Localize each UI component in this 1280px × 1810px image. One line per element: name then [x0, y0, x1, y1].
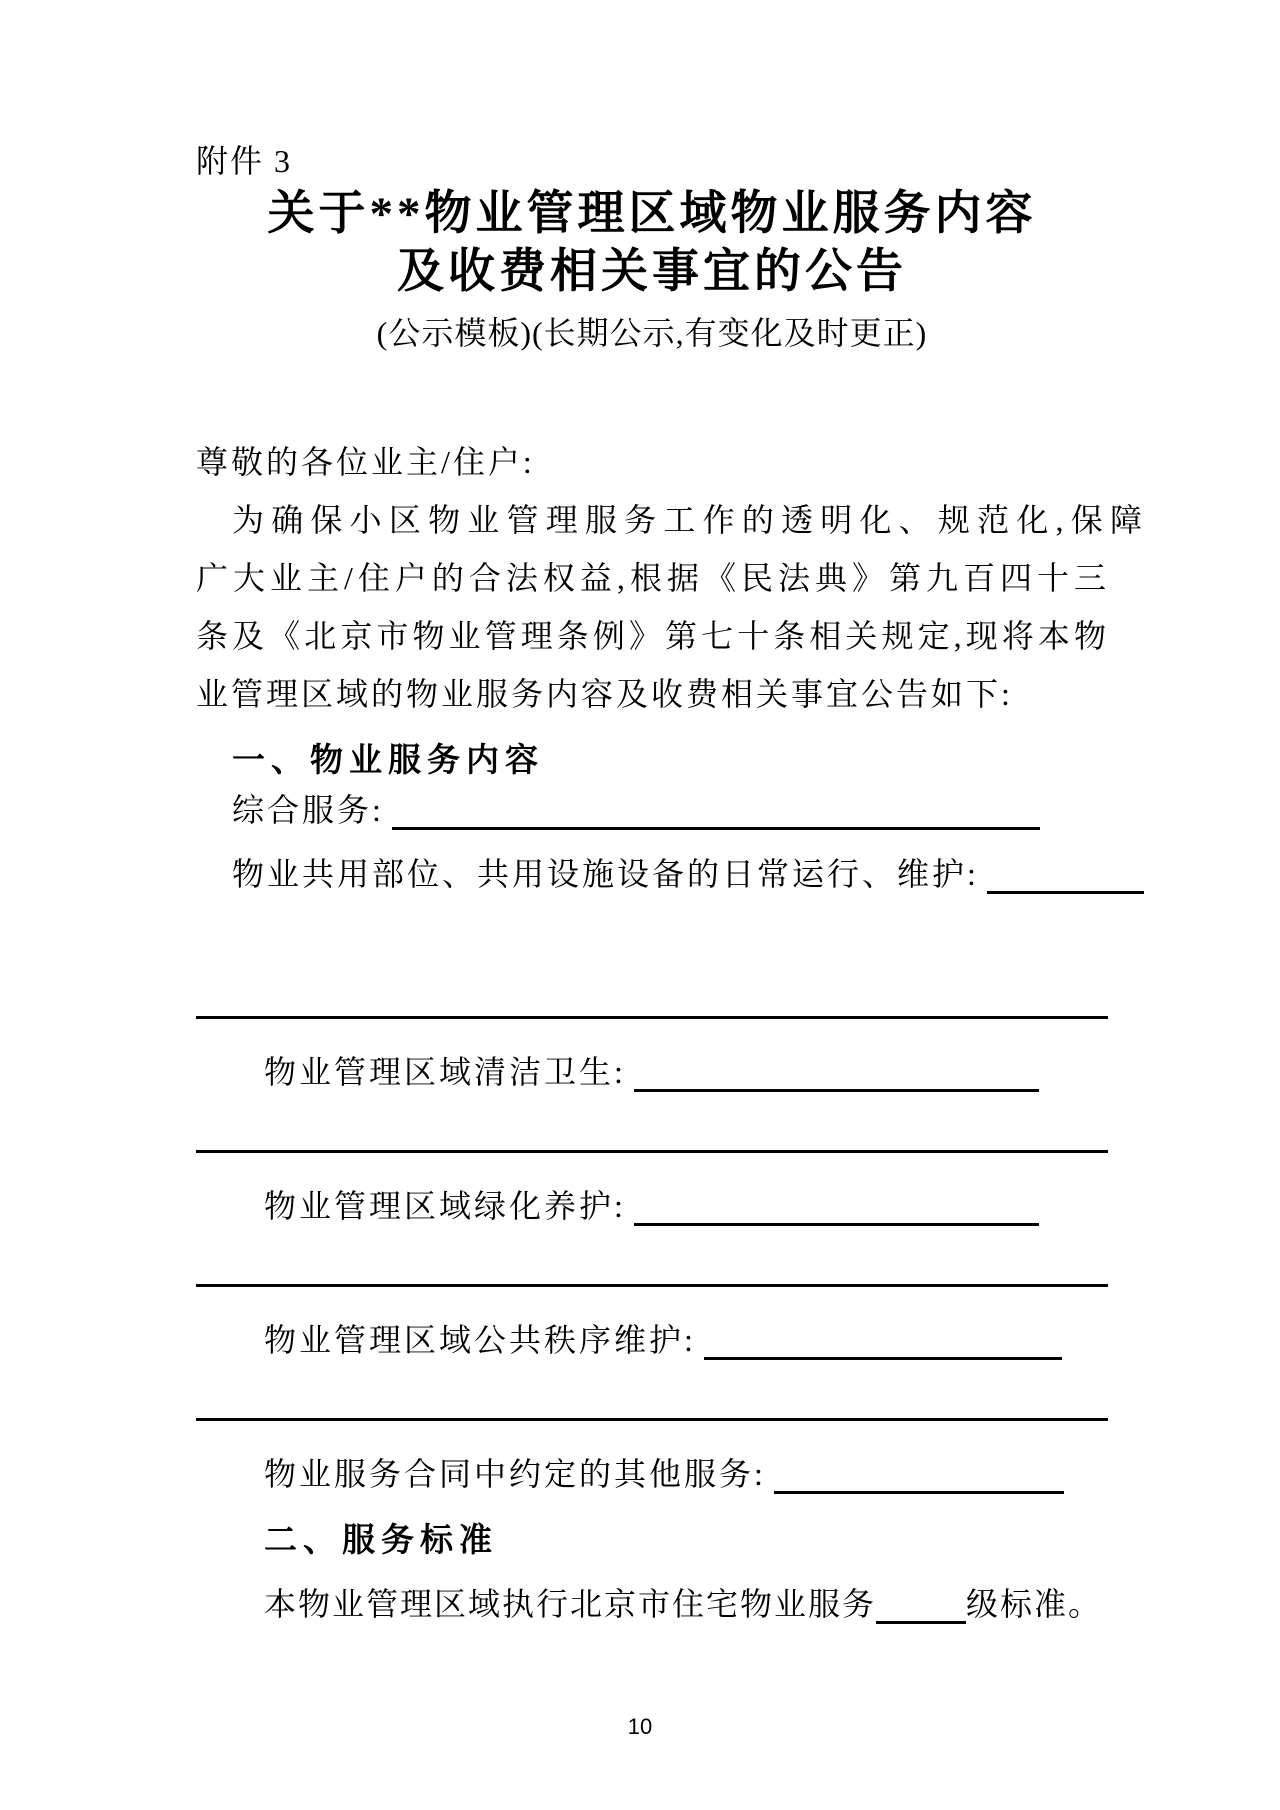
page-number: 10	[627, 1714, 653, 1739]
intro-paragraph-line4: 业管理区域的物业服务内容及收费相关事宜公告如下:	[196, 676, 1013, 712]
fill-in-blank	[876, 1583, 966, 1624]
fill-in-blank	[634, 1185, 1039, 1226]
form-row-label: 综合服务:	[232, 792, 384, 828]
form-row-cleaning	[196, 1048, 1176, 1092]
service-standard-suffix: 级标准。	[966, 1586, 1103, 1622]
form-row-greening	[196, 1182, 1176, 1226]
intro-paragraph-line1: 为确保小区物业管理服务工作的透明化、规范化,保障	[232, 502, 1144, 538]
form-row-public-order	[196, 1316, 1176, 1360]
continuation-blank-line	[196, 1016, 1108, 1019]
continuation-blank-line	[196, 1150, 1108, 1153]
section2-heading: 二、服务标准	[264, 1523, 498, 1559]
fill-in-blank	[634, 1051, 1039, 1092]
document-subtitle: (公示模板)(长期公示,有变化及时更正)	[376, 315, 928, 351]
fill-in-blank	[392, 789, 1040, 830]
document-title-line2: 及收费相关事宜的公告	[397, 246, 907, 298]
document-title-line1: 关于**物业管理区域物业服务内容	[267, 188, 1037, 240]
fill-in-blank	[774, 1453, 1064, 1494]
form-row-common-facilities	[196, 850, 1144, 894]
continuation-blank-line	[196, 1284, 1108, 1287]
section1-heading: 一、物业服务内容	[232, 743, 544, 779]
form-row-label: 物业管理区域绿化养护:	[264, 1188, 626, 1224]
fill-in-blank	[987, 853, 1144, 894]
form-row-label: 物业管理区域公共秩序维护:	[264, 1322, 696, 1358]
form-row-label: 物业服务合同中约定的其他服务:	[264, 1456, 766, 1492]
continuation-blank-line	[196, 1418, 1108, 1421]
service-standard-prefix: 本物业管理区域执行北京市住宅物业服务	[264, 1586, 877, 1622]
form-row-other-services	[196, 1450, 1176, 1494]
salutation: 尊敬的各位业主/住户:	[196, 444, 535, 480]
form-row-label: 物业共用部位、共用设施设备的日常运行、维护:	[232, 856, 979, 892]
form-row-label: 物业管理区域清洁卫生:	[264, 1054, 626, 1090]
service-standard-line	[196, 1580, 1176, 1624]
attachment-label: 附件 3	[196, 143, 293, 179]
intro-paragraph-line2: 广大业主/住户的合法权益,根据《民法典》第九百四十三	[196, 560, 1108, 596]
intro-paragraph-line3: 条及《北京市物业管理条例》第七十条相关规定,现将本物	[196, 618, 1108, 654]
fill-in-blank	[704, 1319, 1062, 1360]
form-row-comprehensive-service	[196, 786, 1144, 830]
